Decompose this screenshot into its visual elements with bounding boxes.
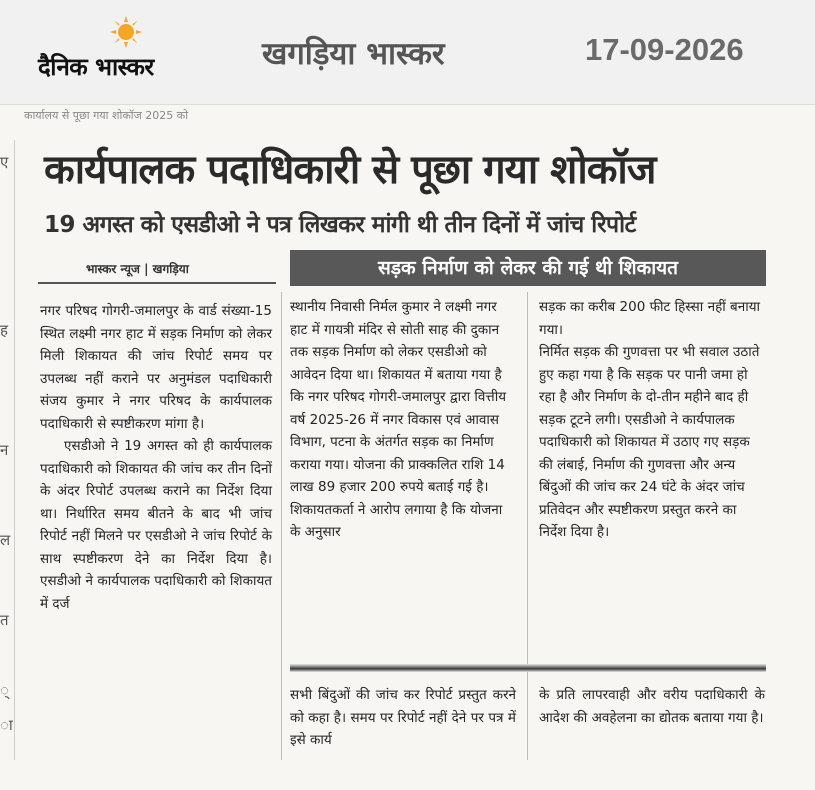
previous-article-cutoff-text: [24, 108, 584, 112]
paragraph: नगर परिषद गोगरी-जमालपुर के वार्ड संख्या-15 स्थित लक्ष्मी नगर हाट में सड़क निर्माण को लेकर मिली शिकायत की जांच रिपोर्ट समय पर उपलब्ध नहीं कराने पर अनुमंडल पदाधिकारी संजय कुमार ने नगर परिषद के कार्यपालक पदाधिकारी से स्पष्टीकरण मांगा है।: [40, 303, 272, 432]
byline-rule: [38, 282, 276, 284]
strip-char: ल: [0, 531, 11, 549]
article-headline: कार्यपालक पदाधिकारी से पूछा गया शोकॉज: [44, 147, 656, 193]
edition-title: खगड़िया भास्कर: [262, 36, 445, 72]
column-divider: [527, 292, 528, 760]
paragraph: के प्रति लापरवाही और वरीय पदाधिकारी के आदेश की अवहेलना का द्योतक बताया गया है।: [539, 687, 765, 726]
article-column-3-continued: [539, 684, 765, 729]
edition-date: 17-09-2026: [585, 32, 744, 67]
strip-char: त: [0, 611, 9, 629]
app-header: [0, 0, 815, 105]
paragraph: सभी बिंदुओं की जांच कर रिपोर्ट प्रस्तुत करने को कहा है। समय पर रिपोर्ट नहीं देने पर पत्र में इसे कार्य: [290, 687, 516, 748]
column-divider: [281, 292, 282, 760]
strip-char: ह: [0, 321, 8, 339]
article-column-2: [290, 296, 512, 544]
article-byline: भास्कर न्यूज | खगड़िया: [86, 262, 189, 276]
sun-icon: [110, 16, 142, 48]
logo-wordmark: दैनिक भास्कर: [38, 53, 154, 81]
strip-char: ए: [0, 153, 9, 171]
strip-char: न: [0, 441, 9, 459]
strip-char: ा: [0, 716, 13, 734]
adjacent-column-strip: [0, 140, 15, 760]
paragraph: स्थानीय निवासी निर्मल कुमार ने लक्ष्मी नगर हाट में गायत्री मंदिर से सोती साह की दुकान तक सड़क निर्माण को लेकर एसडीओ को आवेदन दिया था। शिकायत में बताया गया है कि नगर परिषद गोगरी-जमालपुर द्वारा वित्तीय वर्ष 2025-26 में नगर विकास एवं आवास विभाग, पटना के अंतर्गत सड़क का निर्माण कराया गया। योजना की प्राक्कलित राशि 14 लाख 89 हजार 200 रुपये बताई गई है।शिकायतकर्ता ने आरोप लगाया है कि योजना के अनुसार: [290, 299, 507, 540]
dainik-bhaskar-logo[interactable]: [38, 14, 218, 94]
paragraph: एसडीओ ने 19 अगस्त को ही कार्यपालक पदाधिकारी को शिकायत की जांच कर तीन दिनों के अंदर रिपोर्ट उपलब्ध कराने का निर्देश दिया था। निर्धारित समय बीतने के बाद भी जांच रिपोर्ट नहीं मिलने पर एसडीओ ने जांच रिपोर्ट के साथ स्पष्टीकरण देने का निर्देश दिया है। एसडीओ ने कार्यपालक पदाधिकारी को शिकायत में दर्ज: [40, 438, 272, 612]
article-column-2-continued: [290, 684, 516, 752]
article-column-1: [40, 300, 272, 615]
section-divider: [290, 664, 766, 672]
section-banner: सड़क निर्माण को लेकर की गई थी शिकायत: [290, 250, 766, 286]
article-subheadline: 19 अगस्त को एसडीओ ने पत्र लिखकर मांगी थी तीन दिनों में जांच रिपोर्ट: [44, 212, 636, 238]
paragraph: सड़क का करीब 200 फीट हिस्सा नहीं बनाया गया।: [539, 299, 761, 338]
article-column-3: [539, 296, 764, 544]
strip-char: ्: [0, 681, 9, 699]
paragraph: निर्मित सड़क की गुणवत्ता पर भी सवाल उठाते हुए कहा गया है कि सड़क पर पानी जमा हो रहा है और निर्माण के दो-तीन महीने बाद ही सड़क टूटने लगी। एसडीओ ने कार्यपालक पदाधिकारी को शिकायत में उठाए गए सड़क की लंबाई, निर्माण की गुणवत्ता और अन्य बिंदुओं की जांच कर 24 घंटे के अंदर जांच प्रतिवेदन और स्पष्टीकरण प्रस्तुत करने का निर्देश दिया है।: [539, 344, 760, 540]
